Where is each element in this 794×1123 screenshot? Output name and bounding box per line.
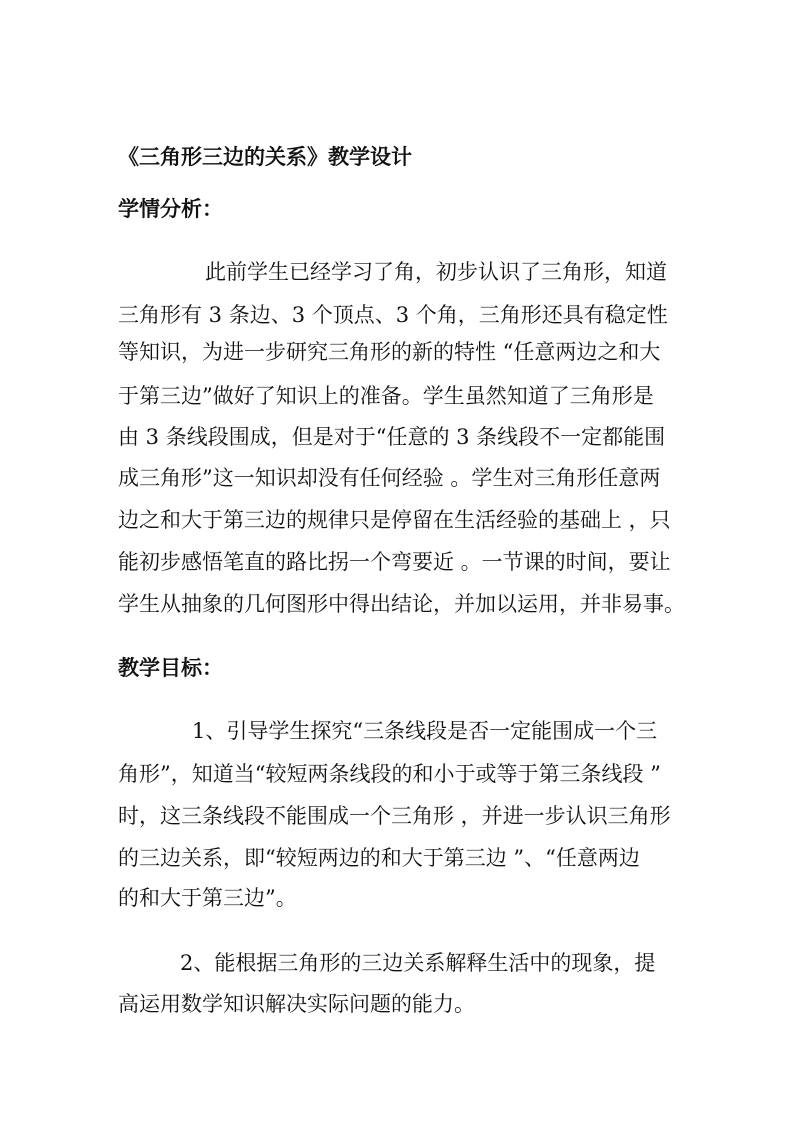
analysis-line: 由 3 条线段围成，但是对于“任意的 3 条线段不一定都能围: [118, 425, 666, 449]
analysis-line: 能初步感悟笔直的路比拐一个弯要近 。一节课的时间，要让: [118, 550, 671, 574]
section-heading-goals: 教学目标：: [118, 655, 223, 680]
goal1-line: 的和大于第三边”。: [118, 886, 297, 910]
analysis-line: 于第三边”做好了知识上的准备。学生虽然知道了三角形是: [118, 384, 654, 408]
document-title: 《三角形三边的关系》教学设计: [118, 144, 412, 169]
analysis-line: 学生从抽象的几何图形中得出结论，并加以运用，并非易事。: [118, 592, 685, 616]
section-heading-analysis: 学情分析：: [118, 196, 223, 221]
goal2-line: 2、能根据三角形的三边关系解释生活中的现象，提: [180, 951, 656, 975]
analysis-line: 等知识，为进一步研究三角形的新的特性 “任意两边之和大: [118, 340, 661, 364]
analysis-line: 成三角形”这一知识却没有任何经验 。学生对三角形任意两: [118, 466, 661, 490]
goal1-line: 时，这三条线段不能围成一个三角形 ，并进一步认识三角形: [118, 804, 671, 828]
goal1-line: 1、引导学生探究“三条线段是否一定能围成一个三: [192, 719, 658, 743]
goal1-line: 角形”，知道当“较短两条线段的和小于或等于第三条线段 ”: [118, 762, 661, 786]
goal1-line: 的三边关系，即“较短两边的和大于第三边 ”、“任意两边: [118, 846, 640, 870]
goal2-line: 高运用数学知识解决实际问题的能力。: [118, 992, 475, 1016]
analysis-line: 三角形有 3 条边、3 个顶点、3 个角，三角形还具有稳定性: [118, 303, 668, 327]
analysis-line: 边之和大于第三边的规律只是停留在生活经验的基础上 ，只: [118, 508, 671, 532]
analysis-line: 此前学生已经学习了角，初步认识了三角形，知道: [205, 260, 667, 284]
